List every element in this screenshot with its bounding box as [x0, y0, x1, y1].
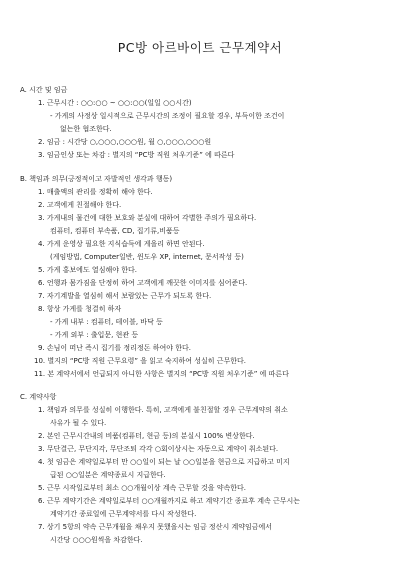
section-b-item: 3. 가게내의 물건에 대한 보호와 분실에 대하여 각별한 주의가 필요하다.	[38, 214, 257, 222]
section-c-item: 사유가 될 수 있다.	[50, 419, 107, 427]
section-c-item: 계약기간 종료일에 근무계약서를 다시 작성한다.	[50, 510, 197, 518]
section-c-item: 4. 첫 임금은 계약일로부터 만 ○○일이 되는 날 ○○일분을 현금으로 지급하고 미지	[38, 458, 290, 466]
section-a-item: 1. 근무시간 : ○○:○○ ~ ○○:○○(일일 ○○시간)	[38, 99, 192, 107]
section-c-item: 6. 근무 계약기간은 계약일로부터 ○○개월까지로 하고 계약기간 종료후 계속 근무시는	[38, 497, 301, 505]
section-b-item: 2. 고객에게 친절해야 한다.	[38, 201, 122, 209]
section-b-item: 7. 자기계발을 열심히 해서 보람있는 근무가 되도록 한다.	[38, 292, 212, 300]
section-b-item: 5. 가게 홍보에도 열심해야 한다.	[38, 266, 137, 274]
section-c-item: 3. 무단결근, 무단지각, 무단조퇴 각각 ○회이상시는 자동으로 계약이 취소된다.	[38, 445, 279, 453]
section-b-item: 컴퓨터, 컴퓨터 부속품, CD, 집기류,비품등	[50, 227, 180, 235]
section-b-item: 10. 별지의 “PC방 직원 근무요령” 을 읽고 숙지하여 성실히 근무한다.	[34, 357, 247, 365]
section-a-item: 없는한 협조한다.	[60, 125, 112, 133]
section-c-item: 2. 본인 근무시간내의 비품(컴퓨터, 현금 등)의 분실시 100% 변상한다.	[38, 432, 255, 440]
section-b-item: - 가게 내부 : 컴퓨터, 테이블, 바닥 등	[50, 318, 163, 326]
section-b-item: 6. 언행과 몸가짐을 단정히 하여 고객에게 깨끗한 이미지를 심어준다.	[38, 279, 248, 287]
section-b-item: 9. 손님이 떠난 즉시 집기를 정리정돈 하여야 한다.	[38, 344, 191, 352]
section-b-item: 1. 매출액의 관리를 정확히 해야 한다.	[38, 188, 153, 196]
section-c-item: 5. 근무 시작일로부터 최소 ○○개월이상 계속 근무할 것을 약속한다.	[38, 484, 246, 492]
section-a-item: 2. 임금 : 시간당 ○,○○○,○○○원, 월 ○,○○○,○○○원	[38, 138, 212, 146]
section-b-item: - 가게 외부 : 출입문, 현관 등	[50, 331, 139, 339]
document-title: PC방 아르바이트 근무계약서	[117, 40, 283, 55]
section-c-item: 1. 책임과 의무를 성실히 이행한다. 특히, 고객에게 불친절할 경우 근무계약의 취소	[38, 406, 288, 414]
section-b-item: 11. 본 계약서에서 언급되지 아니한 사항은 별지의 “PC방 직원 처우기준” 에 따른다	[34, 370, 289, 378]
section-a-heading: A. 시간 및 임금	[20, 86, 68, 94]
section-c-item: 7. 상기 5항의 약속 근무개월을 채우지 못했을시는 임금 정산시 계약임금에서	[38, 523, 273, 531]
section-c-heading: C. 계약사항	[20, 393, 57, 401]
section-b-item: 8. 항상 가게를 청결히 하자	[38, 305, 122, 313]
section-c-item: 시간당 ○○○원씩을 차감한다.	[50, 536, 143, 544]
section-a-item: 3. 임금인상 또는 차감 : 별지의 “PC방 직원 처우기준” 에 따른다	[38, 151, 235, 159]
section-b-heading: B. 책임과 의무(긍정적이고 자발적인 생각과 행동)	[20, 175, 173, 183]
section-b-item: 4. 가게 운영상 필요한 지식습득에 게을리 하면 안된다.	[38, 240, 205, 248]
section-c-item: 급된 ○○일분은 계약종료시 지급한다.	[50, 471, 166, 479]
section-b-item: (게임방법, Computer일반, 윈도우 XP, internet, 문서작성 등)	[50, 253, 244, 261]
section-a-item: - 가게의 사정상 일시적으로 근무시간의 조정이 필요할 경우, 부득이한 조건이	[50, 112, 285, 120]
